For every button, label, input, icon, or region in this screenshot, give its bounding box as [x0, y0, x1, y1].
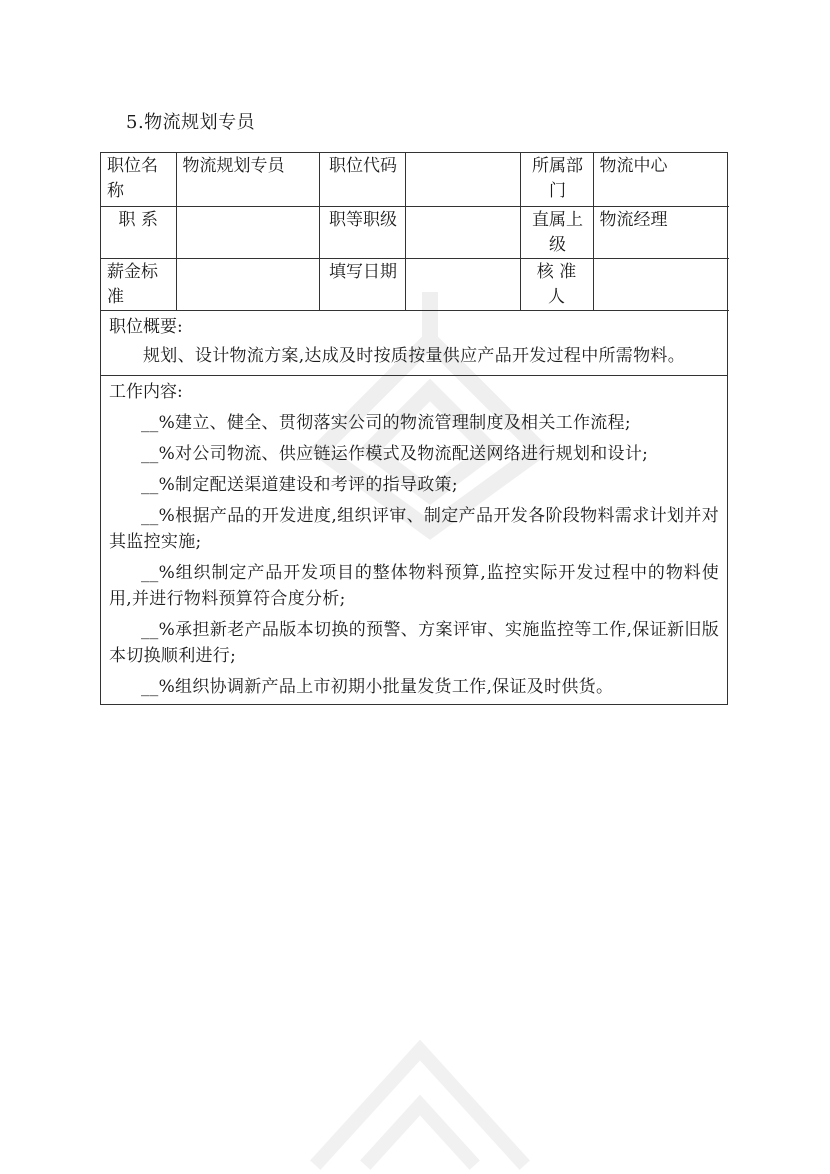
approver-label: 核 准 人 — [520, 258, 593, 310]
job-family-value — [176, 206, 319, 258]
position-code-label: 职位代码 — [319, 153, 405, 206]
job-duties-title: 工作内容: — [109, 381, 183, 402]
fill-date-label: 填写日期 — [319, 258, 405, 310]
info-row-1 — [101, 153, 729, 206]
position-summary-text: 规划、设计物流方案,达成及时按质按量供应产品开发过程中所需物料。 — [143, 345, 686, 366]
section-heading: 5.物流规划专员 — [126, 112, 256, 133]
duty-item: __%制定配送渠道建设和考评的指导政策; — [141, 474, 458, 495]
fill-date-value — [405, 258, 520, 310]
job-grade-label: 职等职级 — [319, 206, 405, 258]
position-name-value: 物流规划专员 — [176, 153, 319, 206]
duty-item: __%对公司物流、供应链运作模式及物流配送网络进行规划和设计; — [141, 443, 649, 464]
salary-standard-value — [176, 258, 319, 310]
job-description-form — [100, 152, 728, 705]
direct-supervisor-label: 直属上级 — [520, 206, 593, 258]
info-row-2 — [101, 206, 729, 258]
direct-supervisor-value: 物流经理 — [593, 206, 729, 258]
duty-item: __%承担新老产品版本切换的预警、方案评审、实施监控等工作,保证新旧版本切换顺利进行; — [109, 619, 719, 666]
position-summary-section — [101, 311, 727, 376]
department-label: 所属部门 — [520, 153, 593, 206]
position-summary-title: 职位概要: — [109, 316, 183, 337]
salary-standard-label: 薪金标准 — [101, 258, 176, 310]
position-code-value — [405, 153, 520, 206]
position-info-table — [101, 153, 729, 311]
watermark-graphic-bottom — [300, 1010, 560, 1170]
info-row-3 — [101, 258, 729, 310]
approver-value — [593, 258, 729, 310]
duty-item: __%组织协调新产品上市初期小批量发货工作,保证及时供货。 — [141, 676, 614, 697]
job-grade-value — [405, 206, 520, 258]
duty-item: __%根据产品的开发进度,组织评审、制定产品开发各阶段物料需求计划并对其监控实施; — [109, 505, 719, 552]
duty-item: __%建立、健全、贯彻落实公司的物流管理制度及相关工作流程; — [141, 412, 631, 433]
job-family-label: 职 系 — [101, 206, 176, 258]
position-name-label: 职位名称 — [101, 153, 176, 206]
job-duties-section — [101, 376, 727, 704]
department-value: 物流中心 — [593, 153, 729, 206]
duty-item: __%组织制定产品开发项目的整体物料预算,监控实际开发过程中的物料使用,并进行物料预算符合度分析; — [109, 562, 719, 609]
